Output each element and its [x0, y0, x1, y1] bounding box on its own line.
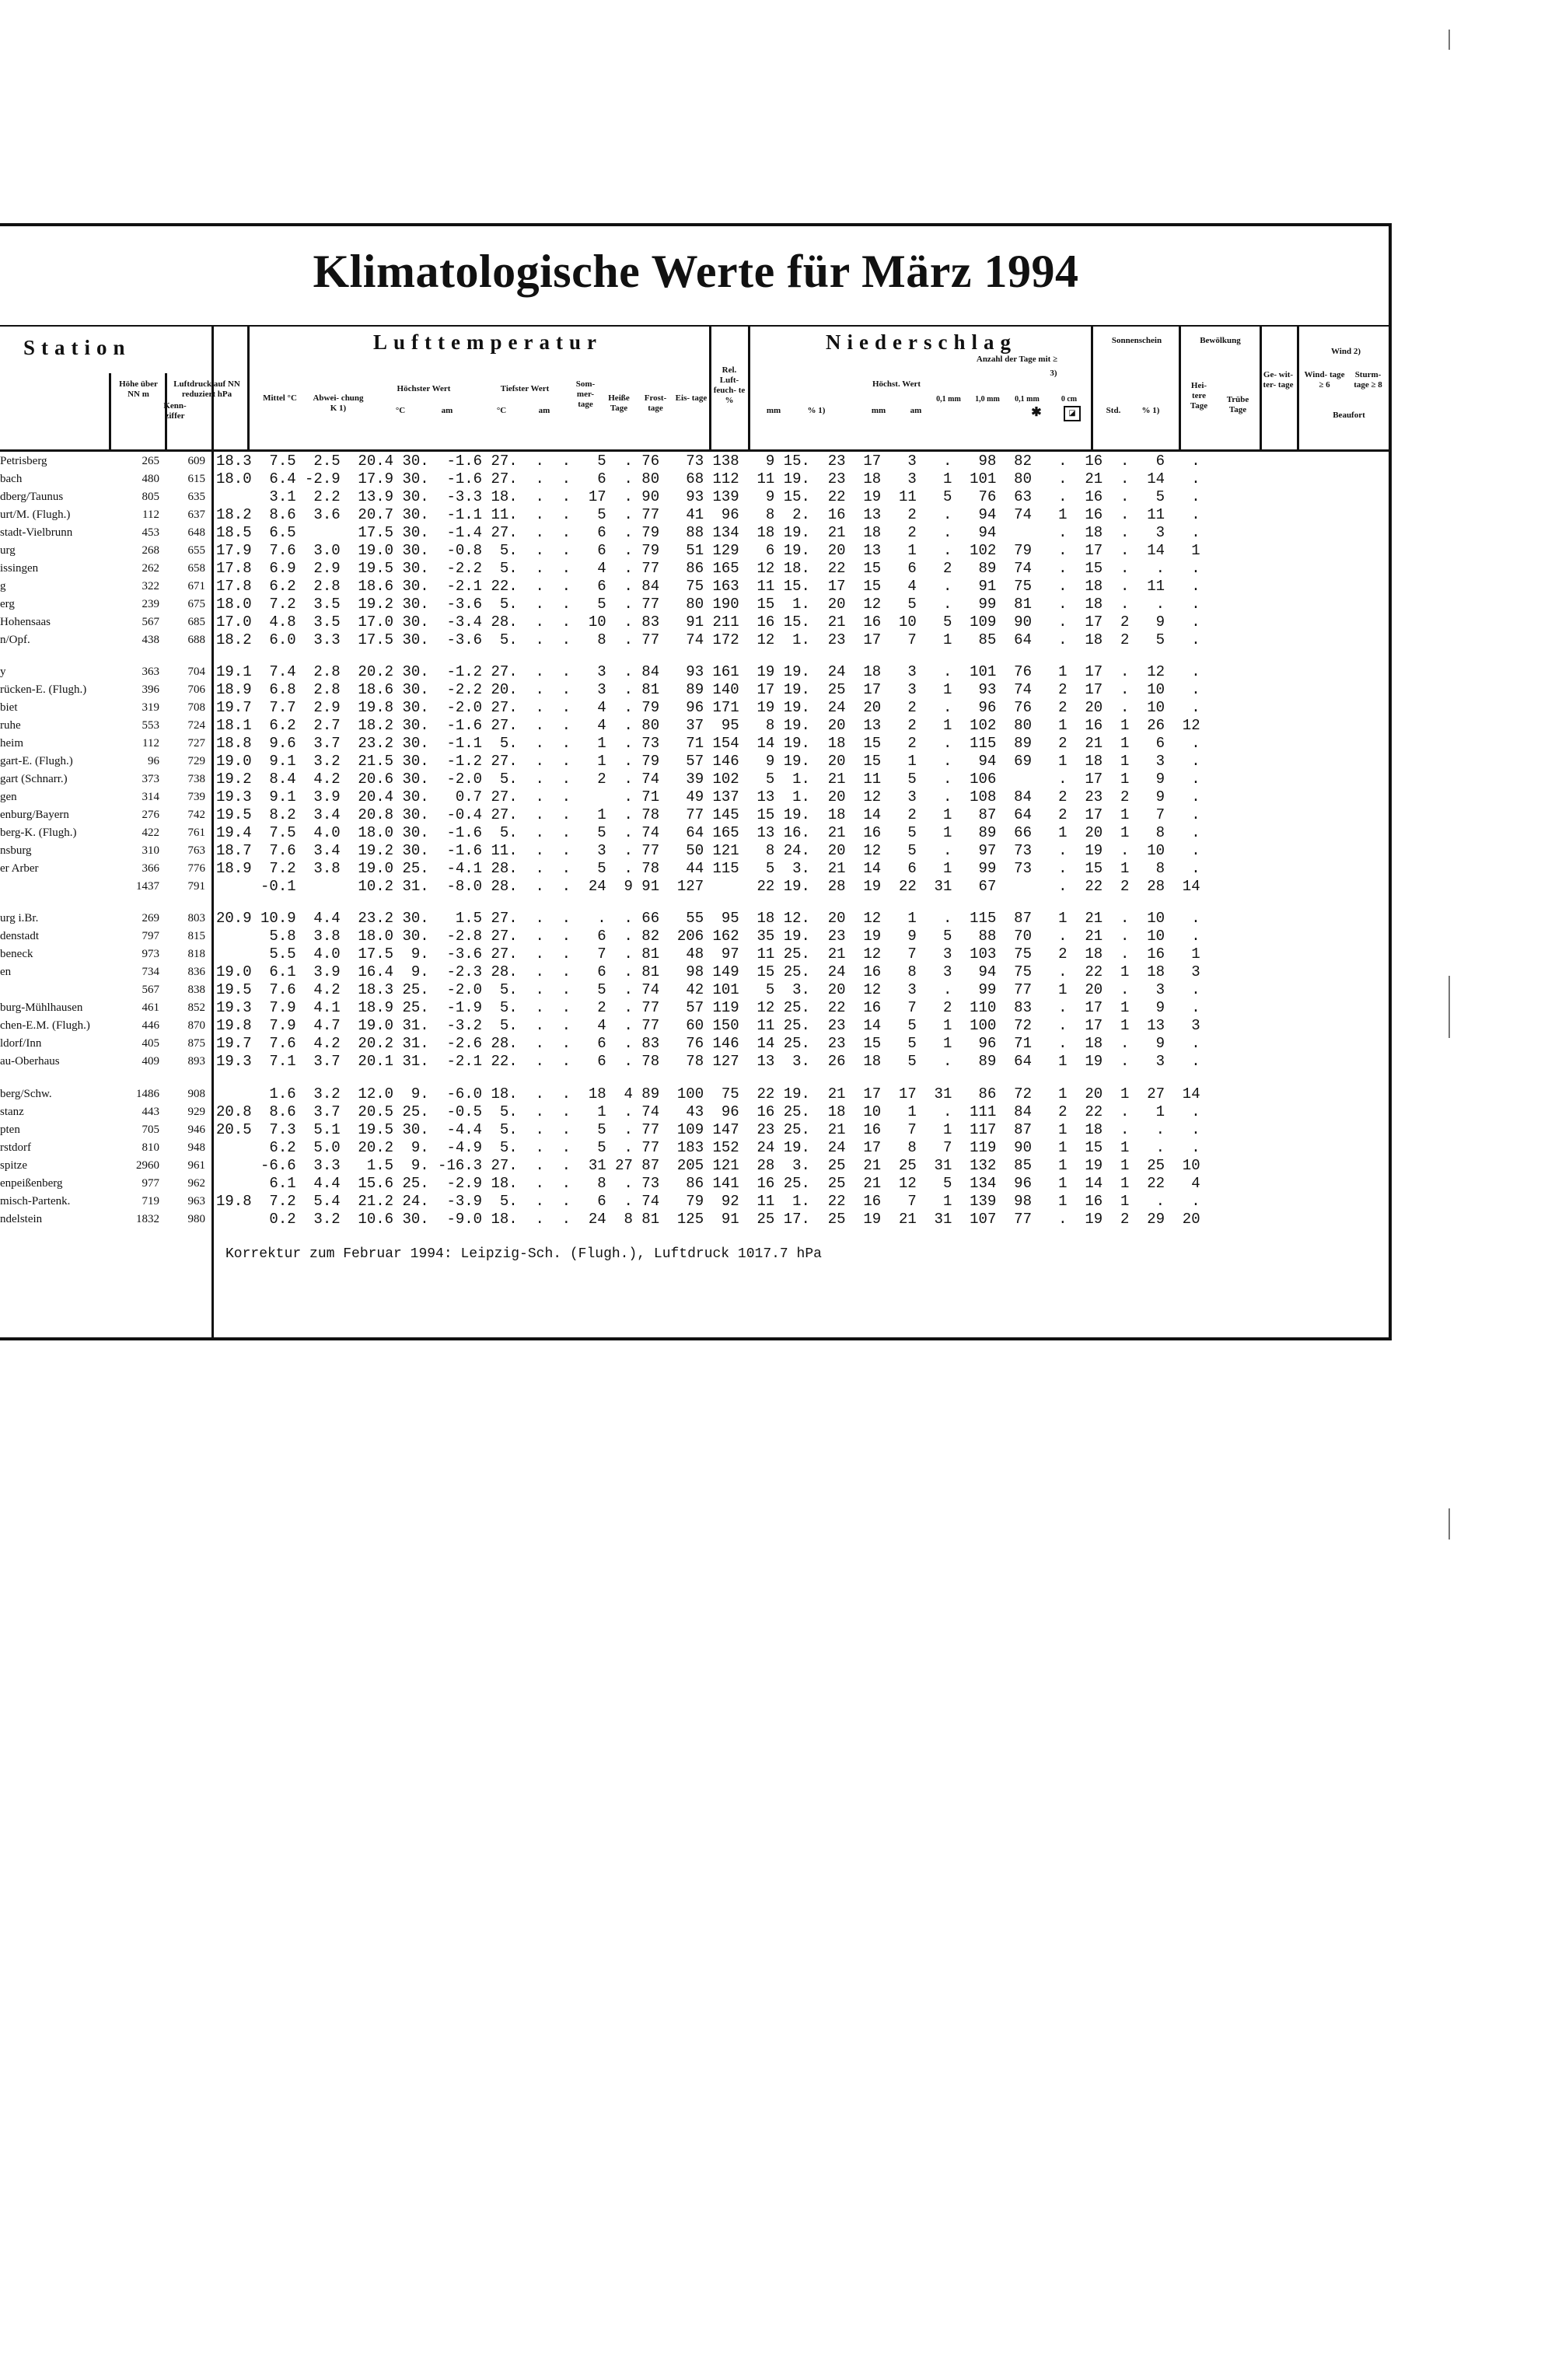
station-height: 734	[142, 966, 159, 978]
station-height: 112	[142, 509, 159, 521]
header-sommertage: Som- mer- tage	[575, 379, 596, 409]
station-height: 719	[142, 1195, 159, 1207]
table-row: 19.3 7.9 4.1 18.9 25. -1.9 5. . . 2 . 77 57 119 12 25. 22 16 7 2 110 83 . 17 1 9 .	[216, 999, 1200, 1016]
header-hoechster-am: am	[441, 406, 453, 415]
station-kennziffer: 658	[187, 562, 205, 575]
table-row: 19.7 7.6 4.2 20.2 31. -2.6 28. . . 6 . 83 76 146 14 25. 23 15 5 1 96 71 . 18 . 9 .	[216, 1035, 1200, 1052]
header-luftdruck: Luftdruck auf NN reduziert hPa	[173, 379, 240, 399]
station-name: rücken-E. (Flugh.)	[0, 683, 87, 696]
station-kennziffer: 980	[187, 1213, 205, 1225]
header-gewitter: Ge- wit- ter- tage	[1263, 370, 1294, 390]
col-rule-bewoelkung	[1179, 327, 1181, 451]
station-height: 262	[142, 562, 159, 575]
station-name: ndelstein	[0, 1213, 43, 1225]
station-kennziffer: 609	[187, 455, 205, 467]
header-truebe: Trübe Tage	[1226, 395, 1249, 414]
table-row: 3.1 2.2 13.9 30. -3.3 18. . . 17 . 90 93 139 9 15. 22 19 11 5 76 63 . 16 . 5 .	[216, 488, 1200, 505]
station-kennziffer: 704	[187, 666, 205, 678]
header-hoechst-mm: mm	[871, 406, 886, 415]
table-row: 18.9 7.2 3.8 19.0 25. -4.1 28. . . 5 . 78 44 115 5 3. 21 14 6 1 99 73 . 15 1 8 .	[216, 860, 1200, 877]
station-name: berg-K. (Flugh.)	[0, 827, 77, 839]
station-name: y	[0, 666, 6, 678]
header-sonnenschein: Sonnenschein	[1111, 336, 1162, 345]
col-rule-gewitter	[1260, 327, 1262, 451]
header-t01b: 0,1 mm	[1015, 395, 1040, 404]
station-kennziffer: 675	[187, 598, 205, 610]
station-kennziffer: 791	[187, 880, 205, 893]
station-kennziffer: 815	[187, 930, 205, 942]
header-three: 3)	[1050, 369, 1057, 378]
table-row: 18.5 6.5 17.5 30. -1.4 27. . . 6 . 79 88 134 18 19. 21 18 2 . 94 . 18 . 3 .	[216, 524, 1200, 541]
scan-edge-mark	[1448, 976, 1450, 1038]
station-name: nsburg	[0, 844, 32, 857]
station-height: 453	[142, 526, 159, 539]
station-name: enburg/Bayern	[0, 809, 69, 821]
table-row: -6.6 3.3 1.5 9. -16.3 27. . . 31 27 87 205 121 28 3. 25 21 25 31 132 85 1 19 1 25 10	[216, 1157, 1200, 1174]
snow-icon: ✱	[1031, 406, 1042, 419]
header-t01: 0,1 mm	[936, 395, 961, 404]
station-name: erg	[0, 598, 15, 610]
table-row: -0.1 10.2 31. -8.0 28. . . 24 9 91 127 22 19. 28 19 22 31 67 . 22 2 28 14	[216, 878, 1200, 895]
table-row: 20.5 7.3 5.1 19.5 30. -4.4 5. . . 5 . 77 109 147 23 25. 21 16 7 1 117 87 1 18 . . .	[216, 1121, 1200, 1138]
header-t10: 1,0 mm	[975, 395, 1000, 404]
station-name: urt/M. (Flugh.)	[0, 509, 71, 521]
station-kennziffer: 724	[187, 719, 205, 732]
station-name: berg/Schw.	[0, 1088, 52, 1100]
table-row: 6.2 5.0 20.2 9. -4.9 5. . . 5 . 77 183 152 24 19. 24 17 8 7 119 90 1 15 1 . .	[216, 1139, 1200, 1156]
station-kennziffer: 929	[187, 1106, 205, 1118]
header-divider	[0, 449, 1392, 452]
table-row: 18.0 7.2 3.5 19.2 30. -3.6 5. . . 5 . 77 80 190 15 1. 20 12 5 . 99 81 . 18 . . .	[216, 596, 1200, 613]
title-divider	[0, 325, 1392, 327]
station-kennziffer: 729	[187, 755, 205, 767]
header-sturmtage: Sturm- tage ≥ 8	[1354, 370, 1382, 390]
station-name: gart-E. (Flugh.)	[0, 755, 73, 767]
table-row: 18.2 6.0 3.3 17.5 30. -3.6 5. . . 8 . 77 74 172 12 1. 23 17 7 1 85 64 . 18 2 5 .	[216, 631, 1200, 648]
station-kennziffer: 648	[187, 526, 205, 539]
station-height: 310	[142, 844, 159, 857]
station-height: 797	[142, 930, 159, 942]
station-kennziffer: 655	[187, 544, 205, 557]
station-name: enpeißenberg	[0, 1177, 63, 1190]
header-beaufort: Beaufort	[1333, 411, 1365, 420]
station-kennziffer: 838	[187, 984, 205, 996]
table-row: 18.2 8.6 3.6 20.7 30. -1.1 11. . . 5 . 77 41 96 8 2. 16 13 2 . 94 74 1 16 . 11 .	[216, 506, 1200, 523]
station-name: en	[0, 966, 12, 978]
station-name: er Arber	[0, 862, 39, 875]
table-row: 18.8 9.6 3.7 23.2 30. -1.1 5. . . 1 . 73 71 154 14 19. 18 15 2 . 115 89 2 21 1 6 .	[216, 735, 1200, 752]
station-height: 396	[142, 683, 159, 696]
station-name: burg-Mühlhausen	[0, 1001, 83, 1014]
station-height: 553	[142, 719, 159, 732]
station-name: chen-E.M. (Flugh.)	[0, 1019, 90, 1032]
station-kennziffer: 893	[187, 1055, 205, 1068]
header-hoehe: Höhe über NN m	[119, 379, 158, 399]
station-height: 314	[142, 791, 159, 803]
table-row: 17.9 7.6 3.0 19.0 30. -0.8 5. . . 6 . 79 51 129 6 19. 20 13 1 . 102 79 . 17 . 14 1	[216, 542, 1200, 559]
col-rule-niederschlag	[748, 327, 750, 451]
table-row: 18.7 7.6 3.4 19.2 30. -1.6 11. . . 3 . 77 50 121 8 24. 20 12 5 . 97 73 . 19 . 10 .	[216, 842, 1200, 859]
header-tiefster-am: am	[538, 406, 550, 415]
table-row: 5.5 4.0 17.5 9. -3.6 27. . . 7 . 81 48 97 11 25. 21 12 7 3 103 75 2 18 . 16 1	[216, 945, 1200, 963]
table-row: 19.3 7.1 3.7 20.1 31. -2.1 22. . . 6 . 78 78 127 13 3. 26 18 5 . 89 64 1 19 . 3 .	[216, 1053, 1200, 1070]
station-height: 977	[142, 1177, 159, 1190]
header-lufttemperatur: Lufttemperatur	[373, 330, 603, 354]
station-name: biet	[0, 701, 18, 714]
header-rel-feuchte: Rel. Luft- feuch- te %	[713, 365, 746, 405]
header-hoechst-am: am	[910, 406, 922, 415]
col-rule-wind	[1297, 327, 1299, 451]
header-wind: Wind 2)	[1330, 347, 1361, 356]
header-t0cm: 0 cm	[1061, 395, 1078, 404]
station-kennziffer: 852	[187, 1001, 205, 1014]
header-hoechster: Höchster Wert	[397, 384, 451, 393]
table-row: 19.0 6.1 3.9 16.4 9. -2.3 28. . . 6 . 81 98 149 15 25. 24 16 8 3 94 75 . 22 1 18 3	[216, 963, 1200, 980]
header-mittel: Mittel °C	[263, 393, 297, 403]
table-row: 18.0 6.4 -2.9 17.9 30. -1.6 27. . . 6 . 80 68 112 11 19. 23 18 3 1 101 80 . 21 . 14 .	[216, 470, 1200, 488]
header-mm: mm	[766, 406, 781, 415]
header-sonne-pct: % 1)	[1141, 406, 1160, 415]
col-rule-sonne	[1091, 327, 1093, 451]
table-row: 19.8 7.9 4.7 19.0 31. -3.2 5. . . 4 . 77 60 150 11 25. 23 14 5 1 100 72 . 17 1 13 3	[216, 1017, 1200, 1034]
station-kennziffer: 836	[187, 966, 205, 978]
station-name: spitze	[0, 1159, 27, 1172]
station-height: 1486	[136, 1088, 159, 1100]
table-row: 19.5 8.2 3.4 20.8 30. -0.4 27. . . 1 . 78 77 145 15 19. 18 14 2 1 87 64 2 17 1 7 .	[216, 806, 1200, 823]
col-rule-hoehe	[109, 373, 111, 451]
station-kennziffer: 870	[187, 1019, 205, 1032]
scan-edge-mark	[1448, 30, 1450, 50]
header-eistage: Eis- tage	[675, 393, 708, 403]
station-height: 239	[142, 598, 159, 610]
station-height: 446	[142, 1019, 159, 1032]
station-name: misch-Partenk.	[0, 1195, 71, 1207]
table-row: 20.9 10.9 4.4 23.2 30. 1.5 27. . . . . 66 55 95 18 12. 20 12 1 . 115 87 1 21 . 10 .	[216, 910, 1200, 927]
table-row: 19.3 9.1 3.9 20.4 30. 0.7 27. . . . 71 49 137 13 1. 20 12 3 . 108 84 2 23 2 9 .	[216, 788, 1200, 806]
station-kennziffer: 803	[187, 912, 205, 924]
station-name: heim	[0, 737, 23, 750]
station-height: 363	[142, 666, 159, 678]
table-row: 6.1 4.4 15.6 25. -2.9 18. . . 8 . 73 86 141 16 25. 25 21 12 5 134 96 1 14 1 22 4	[216, 1175, 1200, 1192]
table-row: 19.8 7.2 5.4 21.2 24. -3.9 5. . . 6 . 74 79 92 11 1. 22 16 7 1 139 98 1 16 1 . .	[216, 1193, 1200, 1210]
col-rule-temp	[247, 327, 250, 451]
station-name: ruhe	[0, 719, 21, 732]
station-height: 1832	[136, 1213, 159, 1225]
station-name: urg	[0, 544, 16, 557]
station-height: 276	[142, 809, 159, 821]
table-row: 18.1 6.2 2.7 18.2 30. -1.6 27. . . 4 . 80 37 95 8 19. 20 13 2 1 102 80 1 16 1 26 12	[216, 717, 1200, 734]
station-kennziffer: 908	[187, 1088, 205, 1100]
header-std: Std.	[1106, 406, 1121, 415]
station-height: 322	[142, 580, 159, 592]
table-row: 19.0 9.1 3.2 21.5 30. -1.2 27. . . 1 . 79 57 146 9 19. 20 15 1 . 94 69 1 18 1 3 .	[216, 753, 1200, 770]
station-height: 973	[142, 948, 159, 960]
header-station: Station	[23, 336, 131, 359]
station-height: 705	[142, 1124, 159, 1136]
header-abweichung: Abwei- chung K 1)	[313, 393, 364, 413]
header-frosttage: Frost- tage	[644, 393, 667, 413]
thunder-box-icon: ◪	[1064, 406, 1081, 421]
table-row: 19.2 8.4 4.2 20.6 30. -2.0 5. . . 2 . 74 39 102 5 1. 21 11 5 . 106 . 17 1 9 .	[216, 771, 1200, 788]
station-kennziffer: 637	[187, 509, 205, 521]
header-anzahl-tage: Anzahl der Tage mit ≥	[976, 355, 1058, 364]
page-title: Klimatologische Werte für März 1994	[313, 246, 1079, 297]
station-height: 1437	[136, 880, 159, 893]
station-kennziffer: 738	[187, 773, 205, 785]
station-height: 805	[142, 491, 159, 503]
scan-edge-mark	[1448, 1508, 1450, 1539]
station-height: 461	[142, 1001, 159, 1014]
station-height: 265	[142, 455, 159, 467]
station-height: 268	[142, 544, 159, 557]
station-name: g	[0, 580, 6, 592]
table-row: 19.5 7.6 4.2 18.3 25. -2.0 5. . . 5 . 74 42 101 5 3. 20 12 3 . 99 77 1 20 . 3 .	[216, 981, 1200, 998]
station-kennziffer: 688	[187, 634, 205, 646]
station-kennziffer: 635	[187, 491, 205, 503]
header-bewoelkung: Bewölkung	[1200, 336, 1241, 345]
table-row: 1.6 3.2 12.0 9. -6.0 18. . . 18 4 89 100 75 22 19. 21 17 17 31 86 72 1 20 1 27 14	[216, 1085, 1200, 1103]
table-row: 19.1 7.4 2.8 20.2 30. -1.2 27. . . 3 . 84 93 161 19 19. 24 18 3 . 101 76 1 17 . 12 .	[216, 663, 1200, 680]
station-height: 443	[142, 1106, 159, 1118]
col-rule-luftdruck	[211, 327, 214, 1337]
station-height: 567	[142, 616, 159, 628]
station-name: Petrisberg	[0, 455, 47, 467]
station-kennziffer: 727	[187, 737, 205, 750]
header-heitere: Hei- tere Tage	[1190, 381, 1208, 411]
station-kennziffer: 671	[187, 580, 205, 592]
station-name: Hohensaas	[0, 616, 51, 628]
table-row: 17.8 6.2 2.8 18.6 30. -2.1 22. . . 6 . 84 75 163 11 15. 17 15 4 . 91 75 . 18 . 11 .	[216, 578, 1200, 595]
station-kennziffer: 761	[187, 827, 205, 839]
station-height: 2960	[136, 1159, 159, 1172]
station-name: pten	[0, 1124, 20, 1136]
header-tiefster: Tiefster Wert	[500, 384, 550, 393]
table-row: 0.2 3.2 10.6 30. -9.0 18. . . 24 8 81 125 91 25 17. 25 19 21 31 107 77 . 19 2 29 20	[216, 1211, 1200, 1228]
station-name: urg i.Br.	[0, 912, 39, 924]
footnote: Korrektur zum Februar 1994: Leipzig-Sch. (Flugh.), Luftdruck 1017.7 hPa	[225, 1246, 822, 1262]
table-row: 17.8 6.9 2.9 19.5 30. -2.2 5. . . 4 . 77 86 165 12 18. 22 15 6 2 89 74 . 15 . . .	[216, 560, 1200, 577]
station-height: 480	[142, 473, 159, 485]
station-kennziffer: 818	[187, 948, 205, 960]
station-height: 269	[142, 912, 159, 924]
station-height: 438	[142, 634, 159, 646]
header-hoechst-wert: Höchst. Wert	[872, 379, 921, 389]
table-row: 19.7 7.7 2.9 19.8 30. -2.0 27. . . 4 . 79 96 171 19 19. 24 20 2 . 96 76 2 20 . 10 .	[216, 699, 1200, 716]
table-row: 18.9 6.8 2.8 18.6 30. -2.2 20. . . 3 . 81 89 140 17 19. 25 17 3 1 93 74 2 17 . 10 .	[216, 681, 1200, 698]
table-row: 19.4 7.5 4.0 18.0 30. -1.6 5. . . 5 . 74 64 165 13 16. 21 16 5 1 89 66 1 20 1 8 .	[216, 824, 1200, 841]
station-kennziffer: 615	[187, 473, 205, 485]
header-tiefster-unit: °C	[496, 406, 507, 415]
station-height: 319	[142, 701, 159, 714]
station-height: 112	[142, 737, 159, 750]
station-kennziffer: 875	[187, 1037, 205, 1050]
station-height: 96	[148, 755, 159, 767]
header-kennziffer: Kenn- ziffer	[163, 401, 187, 421]
station-height: 810	[142, 1141, 159, 1154]
station-kennziffer: 963	[187, 1195, 205, 1207]
station-name: issingen	[0, 562, 39, 575]
station-height: 366	[142, 862, 159, 875]
station-name: ldorf/Inn	[0, 1037, 42, 1050]
station-name: n/Opf.	[0, 634, 30, 646]
header-niederschlag: Niederschlag	[826, 330, 1017, 354]
station-name: beneck	[0, 948, 33, 960]
col-rule-feuchte	[709, 327, 711, 451]
station-name: rstdorf	[0, 1141, 31, 1154]
station-kennziffer: 708	[187, 701, 205, 714]
table-row: 18.3 7.5 2.5 20.4 30. -1.6 27. . . 5 . 76 73 138 9 15. 23 17 3 . 98 82 . 16 . 6 .	[216, 453, 1200, 470]
station-kennziffer: 685	[187, 616, 205, 628]
station-height: 567	[142, 984, 159, 996]
station-kennziffer: 706	[187, 683, 205, 696]
station-name: au-Oberhaus	[0, 1055, 60, 1068]
station-kennziffer: 739	[187, 791, 205, 803]
station-kennziffer: 742	[187, 809, 205, 821]
station-height: 373	[142, 773, 159, 785]
station-kennziffer: 962	[187, 1177, 205, 1190]
header-windtage: Wind- tage ≥ 6	[1304, 370, 1345, 390]
station-kennziffer: 776	[187, 862, 205, 875]
station-name: denstadt	[0, 930, 39, 942]
station-name: stadt-Vielbrunn	[0, 526, 73, 539]
station-kennziffer: 961	[187, 1159, 205, 1172]
header-pct: % 1)	[807, 406, 826, 415]
station-kennziffer: 948	[187, 1141, 205, 1154]
station-name: bach	[0, 473, 23, 485]
station-height: 422	[142, 827, 159, 839]
station-kennziffer: 763	[187, 844, 205, 857]
header-heisse: Heiße Tage	[608, 393, 630, 413]
station-name: stanz	[0, 1106, 24, 1118]
header-hoechster-unit: °C	[395, 406, 406, 415]
station-kennziffer: 946	[187, 1124, 205, 1136]
table-row: 20.8 8.6 3.7 20.5 25. -0.5 5. . . 1 . 74 43 96 16 25. 18 10 1 . 111 84 2 22 . 1 .	[216, 1103, 1200, 1120]
station-height: 405	[142, 1037, 159, 1050]
station-name: dberg/Taunus	[0, 491, 64, 503]
table-row: 5.8 3.8 18.0 30. -2.8 27. . . 6 . 82 206 162 35 19. 23 19 9 5 88 70 . 21 . 10 .	[216, 928, 1200, 945]
table-row: 17.0 4.8 3.5 17.0 30. -3.4 28. . . 10 . 83 91 211 16 15. 21 16 10 5 109 90 . 17 2 9 .	[216, 613, 1200, 631]
station-name: gen	[0, 791, 17, 803]
station-height: 409	[142, 1055, 159, 1068]
station-name: gart (Schnarr.)	[0, 773, 68, 785]
